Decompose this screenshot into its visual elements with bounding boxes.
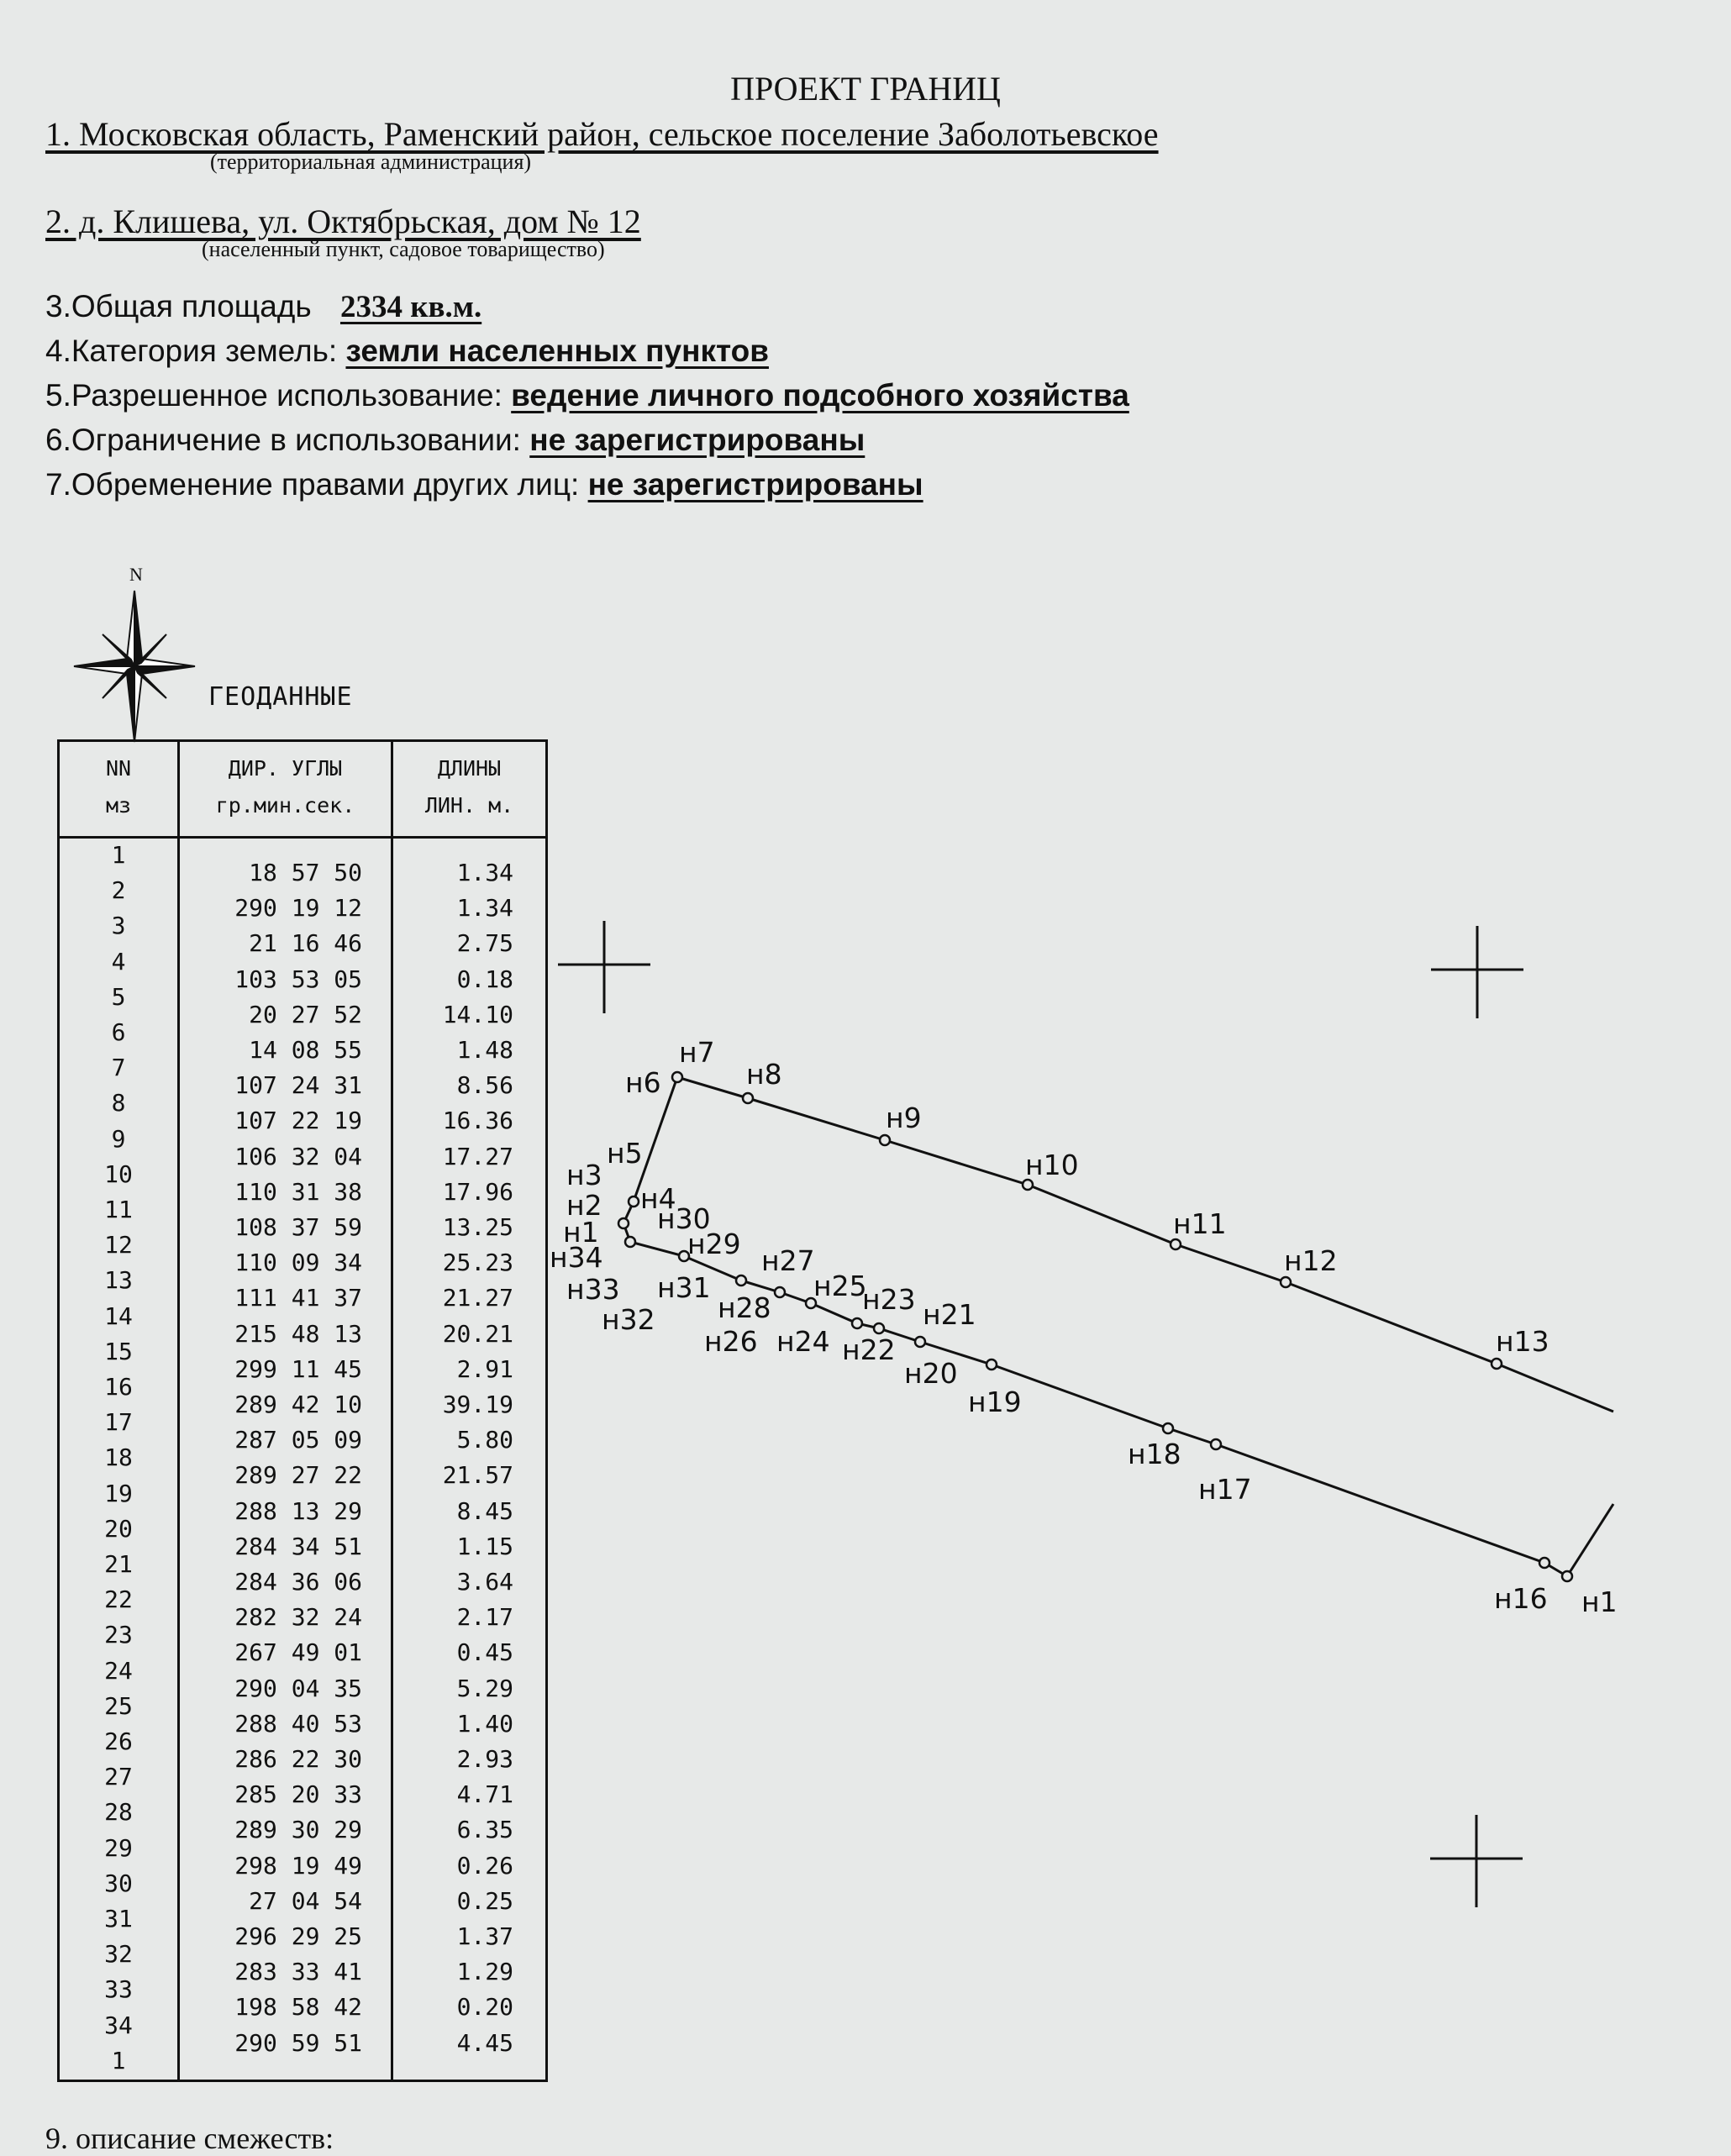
table-cell-point: 7 (111, 1054, 126, 1082)
table-cell-length: 0.20 (456, 1993, 513, 2022)
table-cell-angle: 290 19 12 (234, 894, 362, 923)
table-cell-length: 0.45 (456, 1638, 513, 1667)
table-cell-angle: 290 59 51 (234, 2028, 362, 2057)
table-cell-angle: 298 19 49 (234, 1851, 362, 1880)
table-cell-angle: 110 31 38 (234, 1177, 362, 1206)
vertex-marker (618, 1218, 629, 1228)
table-cell-length: 1.48 (456, 1036, 513, 1064)
table-cell-length: 5.80 (456, 1426, 513, 1454)
header-text: ДЛИНЫ (437, 756, 502, 781)
table-cell-point: 2 (111, 876, 126, 905)
vertex-marker (1539, 1558, 1549, 1568)
table-cell-length: 1.37 (456, 1922, 513, 1950)
vertex-label: н28 (718, 1291, 771, 1324)
vertex-marker (915, 1337, 925, 1347)
table-cell-length: 0.25 (456, 1886, 513, 1915)
table-cell-point: 30 (104, 1869, 133, 1897)
address-line: 2. д. Клишева, ул. Октябрьская, дом № 12 (45, 202, 641, 240)
table-cell-point: 21 (104, 1550, 133, 1578)
table-cell-angle: 107 22 19 (234, 1107, 362, 1135)
vertex-marker (1562, 1571, 1572, 1581)
vertex-label: н17 (1198, 1473, 1252, 1506)
table-cell-point: 12 (104, 1231, 133, 1259)
table-cell-length: 2.91 (456, 1354, 513, 1383)
vertex-label: н33 (566, 1273, 620, 1306)
table-cell-length: 8.45 (456, 1496, 513, 1525)
vertex-marker (775, 1287, 785, 1297)
vertex-marker (1163, 1423, 1173, 1433)
table-cell-angle: 14 08 55 (249, 1036, 362, 1064)
vertex-label: н26 (704, 1325, 758, 1358)
table-cell-length: 21.27 (442, 1284, 513, 1312)
category-label: 4.Категория земель: (45, 334, 338, 368)
vertex-label: н18 (1128, 1438, 1181, 1470)
vertex-marker (672, 1072, 682, 1082)
table-cell-angle: 215 48 13 (234, 1319, 362, 1348)
vertex-label: н7 (679, 1036, 715, 1069)
table-cell-point: 1 (111, 841, 126, 869)
address-caption: (населенный пункт, садовое товарищество) (202, 237, 605, 261)
table-cell-length: 0.18 (456, 965, 513, 993)
table-cell-point: 25 (104, 1691, 133, 1720)
table-cell-point: 23 (104, 1621, 133, 1649)
table-cell-length: 1.15 (456, 1532, 513, 1560)
table-cell-point: 4 (111, 947, 126, 975)
area-value: 2334 кв.м. (339, 290, 482, 324)
table-cell-point: 28 (104, 1798, 133, 1827)
table-cell-point: 8 (111, 1089, 126, 1117)
table-cell-angle: 284 34 51 (234, 1532, 362, 1560)
vertex-label: н4 (640, 1182, 676, 1215)
table-cell-length: 20.21 (442, 1319, 513, 1348)
vertex-marker (1211, 1439, 1221, 1449)
vertex-marker (1281, 1277, 1291, 1287)
vertex-label: н27 (761, 1244, 815, 1277)
table-cell-angle: 284 36 06 (234, 1568, 362, 1596)
table-cell-length: 39.19 (442, 1391, 513, 1418)
table-cell-length: 3.64 (456, 1568, 513, 1596)
table-cell-length: 8.56 (456, 1071, 513, 1100)
table-cell-length: 2.93 (456, 1745, 513, 1773)
table-cell-angle: 111 41 37 (234, 1284, 362, 1312)
table-cell-point: 34 (104, 2011, 133, 2039)
table-cell-length: 1.34 (456, 859, 513, 886)
vertex-label: н30 (657, 1202, 711, 1235)
table-cell-length: 1.40 (456, 1709, 513, 1738)
restriction-value: не зарегистрированы (529, 423, 866, 457)
use-label: 5.Разрешенное использование: (45, 378, 502, 413)
table-cell-length: 1.29 (456, 1958, 513, 1986)
table-cell-angle: 21 16 46 (249, 929, 362, 958)
table-cell-length: 2.75 (456, 929, 513, 958)
table-cell-angle: 287 05 09 (234, 1426, 362, 1454)
vertex-label: н11 (1173, 1207, 1227, 1240)
table-cell-length: 14.10 (442, 1000, 513, 1028)
table-cell-angle: 110 09 34 (234, 1249, 362, 1277)
restriction-label: 6.Ограничение в использовании: (45, 423, 521, 457)
table-cell-point: 29 (104, 1833, 133, 1862)
vertex-marker (874, 1323, 884, 1333)
vertex-label: н32 (602, 1303, 655, 1336)
vertex-label: н5 (607, 1137, 643, 1170)
table-cell-point: 22 (104, 1585, 133, 1614)
table-cell-point: 26 (104, 1727, 133, 1755)
table-cell-point: 14 (104, 1301, 133, 1330)
vertex-label: н22 (842, 1333, 896, 1366)
vertex-marker (625, 1237, 635, 1247)
table-cell-angle: 282 32 24 (234, 1603, 362, 1632)
table-cell-point: 11 (104, 1196, 133, 1223)
vertex-label: н2 (566, 1189, 602, 1222)
table-cell-length: 25.23 (442, 1249, 513, 1277)
table-cell-length: 16.36 (442, 1107, 513, 1135)
category-value: земли населенных пунктов (345, 334, 769, 368)
vertex-label: н29 (687, 1228, 741, 1260)
vertex-marker (1171, 1239, 1181, 1249)
table-cell-point: 17 (104, 1408, 133, 1437)
use-value: ведение личного подсобного хозяйства (511, 378, 1129, 413)
vertex-label: н21 (923, 1298, 976, 1331)
vertex-label: н25 (813, 1270, 867, 1302)
vertex-markers (618, 1072, 1572, 1581)
table-cell-point: 6 (111, 1018, 126, 1046)
table-cell-point: 24 (104, 1656, 133, 1685)
vertex-label: н8 (746, 1058, 782, 1091)
table-cell-point: 5 (111, 982, 126, 1011)
vertex-label: н10 (1025, 1149, 1079, 1181)
table-cell-angle: 283 33 41 (234, 1958, 362, 1986)
table-cell-point: 9 (111, 1124, 126, 1153)
table-cell-point: 16 (104, 1373, 133, 1401)
table-cell-point: 32 (104, 1940, 133, 1969)
table-cell-length: 4.71 (456, 1780, 513, 1809)
table-cell-point: 10 (104, 1160, 133, 1188)
vertex-label: н3 (566, 1159, 602, 1191)
encumbrance-label: 7.Обременение правами других лиц: (45, 467, 580, 502)
table-cell-angle: 267 49 01 (234, 1638, 362, 1667)
table-cell-point: 15 (104, 1337, 133, 1365)
vertex-marker (852, 1318, 862, 1328)
table-cell-point: 27 (104, 1763, 133, 1791)
header-text: ДИР. УГЛЫ (228, 756, 343, 781)
table-cell-angle: 290 04 35 (234, 1674, 362, 1702)
vertex-label: н16 (1494, 1582, 1548, 1615)
table-cell-angle: 285 20 33 (234, 1780, 362, 1809)
table-cell-point: 18 (104, 1443, 133, 1472)
vertex-label: н9 (886, 1102, 922, 1134)
table-cell-angle: 198 58 42 (234, 1993, 362, 2022)
vertex-marker (880, 1135, 890, 1145)
vertex-label: н23 (862, 1283, 916, 1316)
region-line: 1. Московская область, Раменский район, сельское поселение Заболотьевское (45, 115, 1159, 153)
vertex-marker (736, 1275, 746, 1286)
table-cell-angle: 107 24 31 (234, 1071, 362, 1100)
document-title: ПРОЕКТ ГРАНИЦ (730, 70, 1001, 108)
geodata-title: ГЕОДАННЫЕ (208, 682, 353, 712)
table-cell-length: 17.27 (442, 1142, 513, 1170)
table-cell-angle: 289 30 29 (234, 1816, 362, 1844)
table-cell-angle: 288 13 29 (234, 1496, 362, 1525)
table-cell-point: 3 (111, 912, 126, 940)
table-cell-angle: 296 29 25 (234, 1922, 362, 1950)
adjacency-heading: 9. описание смежеств: (45, 2122, 334, 2155)
table-cell-point: 13 (104, 1266, 133, 1295)
vertex-marker (743, 1093, 753, 1103)
vertex-label: н12 (1284, 1244, 1338, 1277)
vertex-marker (629, 1196, 639, 1207)
vertex-label: н1 (563, 1216, 599, 1249)
vertex-label: н34 (550, 1241, 603, 1274)
table-cell-length: 13.25 (442, 1213, 513, 1241)
table-cell-length: 17.96 (442, 1177, 513, 1206)
table-cell-length: 21.57 (442, 1461, 513, 1490)
table-cell-length: 0.26 (456, 1851, 513, 1880)
encumbrance-value: не зарегистрированы (587, 467, 923, 502)
table-cell-angle: 20 27 52 (249, 1000, 362, 1028)
vertex-label: н24 (776, 1325, 830, 1358)
table-cell-angle: 289 42 10 (234, 1391, 362, 1418)
header-text: ЛИН. м. (424, 793, 514, 818)
vertex-label: н20 (904, 1357, 958, 1390)
area-label: 3.Общая площадь (45, 289, 312, 323)
table-cell-point: 19 (104, 1479, 133, 1507)
table-cell-length: 6.35 (456, 1816, 513, 1844)
region-caption: (территориальная администрация) (210, 150, 532, 174)
table-cell-point: 33 (104, 1975, 133, 2004)
table-cell-point: 1 (111, 2046, 126, 2074)
table-cell-length: 4.45 (456, 2028, 513, 2057)
table-cell-angle: 103 53 05 (234, 965, 362, 993)
vertex-label: н31 (657, 1271, 711, 1304)
vertex-label: н6 (625, 1066, 661, 1099)
header-text: NN (105, 756, 132, 781)
vertex-marker (1492, 1359, 1502, 1369)
table-cell-point: 31 (104, 1905, 133, 1933)
table-cell-angle: 18 57 50 (249, 859, 362, 886)
vertex-label: н19 (968, 1386, 1022, 1418)
table-cell-length: 2.17 (456, 1603, 513, 1632)
vertex-label: н13 (1496, 1325, 1549, 1358)
table-cell-angle: 288 40 53 (234, 1709, 362, 1738)
table-cell-angle: 289 27 22 (234, 1461, 362, 1490)
table-cell-angle: 106 32 04 (234, 1142, 362, 1170)
table-cell-angle: 286 22 30 (234, 1745, 362, 1773)
table-cell-angle: 27 04 54 (249, 1886, 362, 1915)
vertex-marker (987, 1359, 997, 1370)
table-cell-angle: 108 37 59 (234, 1213, 362, 1241)
vertex-label: н1 (1581, 1585, 1618, 1618)
table-cell-length: 5.29 (456, 1674, 513, 1702)
header-text: гр.мин.сек. (215, 793, 355, 818)
compass-north-label: N (129, 564, 143, 585)
table-cell-angle: 299 11 45 (234, 1354, 362, 1383)
table-cell-point: 20 (104, 1514, 133, 1543)
table-cell-length: 1.34 (456, 894, 513, 923)
header-text: мз (105, 793, 132, 818)
